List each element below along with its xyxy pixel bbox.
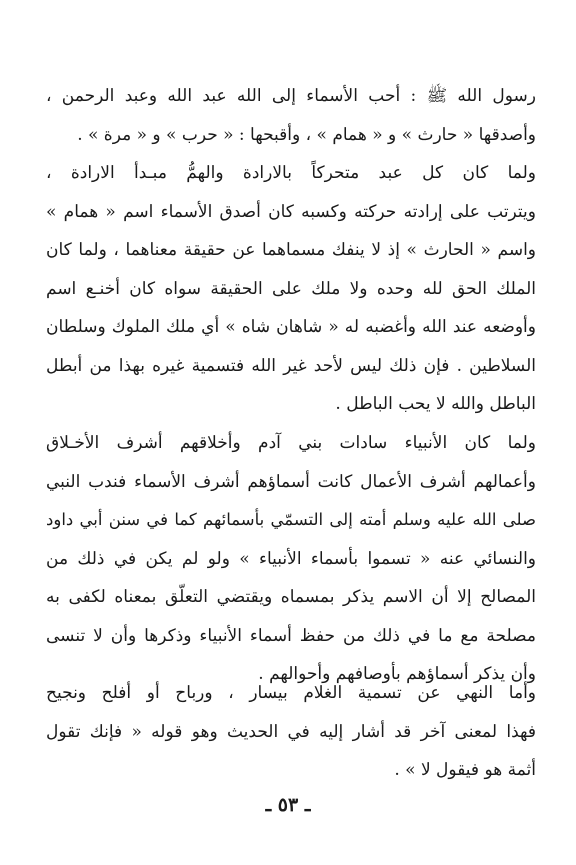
text-line: المصالح إلا أن الاسم يذكر بمسماه ويقتضي التعلّق بمعناه لكفى به bbox=[46, 587, 536, 607]
paragraph-3 bbox=[46, 424, 536, 694]
text-line: وأعمالهم أشرف الأعمال كانت أسماؤهم أشرف الأسماء فندب النبي bbox=[46, 471, 536, 492]
text-line: والنسائي عنه « تسموا بأسماء الأنبياء » ولو لم يكن في ذلك من bbox=[46, 548, 536, 569]
paragraph-1 bbox=[46, 77, 536, 154]
text-line: وأما النهي عن تسمية الغلام بيسار ، ورباح أو أفلح ونجيح bbox=[46, 683, 536, 703]
text-line: ويترتب على إرادته حركته وكسبه كان أصدق الأسماء اسم « همام » bbox=[46, 201, 536, 222]
text-line: فهذا لمعنى آخر قد أشار إليه في الحديث وهو قوله « فإنك تقول bbox=[46, 721, 536, 742]
text-line: ولما كان الأنبياء سادات بني آدم وأخلاقهم أشرف الأخـلاق bbox=[46, 433, 536, 453]
text-line: وأن يذكر أسماؤهم بأوصافهم وأحوالهم . bbox=[258, 664, 536, 684]
text-line: رسول الله ﷺ : أحب الأسماء إلى الله عبد الله وعبد الرحمن ، bbox=[46, 86, 536, 106]
page-number: ـ ٥٣ ـ bbox=[265, 794, 311, 816]
text-line: ولما كان كل عبد متحركاً بالارادة والهمُّ مبـدأ الارادة ، bbox=[46, 163, 536, 183]
paragraph-4 bbox=[46, 674, 536, 790]
text-line: السلاطين . فإن ذلك ليس لأحد غير الله فتسمية غيره بهذا من أبطل bbox=[46, 355, 536, 376]
text-line: صلى الله عليه وسلم أمته إلى التسمّي بأسمائهم كما في سنن أبي داود bbox=[46, 510, 536, 529]
text-line: الملك الحق لله وحده ولا ملك على الحقيقة سواه كان أخنـع اسم bbox=[46, 278, 536, 299]
text-line: واسم « الحارث » إذ لا ينفك مسماهما عن حقيقة معناهما ، ولما كان bbox=[46, 240, 536, 260]
text-line: أثمة هو فيقول لا » . bbox=[394, 760, 536, 780]
text-line: وأصدقها « حارث » و « همام » ، وأقبحها : « حرب » و « مرة » . bbox=[77, 124, 536, 145]
text-line: مصلحة مع ما في ذلك من حفظ أسماء الأنبياء وذكرها وأن لا تنسى bbox=[46, 625, 536, 646]
paragraph-2 bbox=[46, 154, 536, 424]
text-line: الباطل والله لا يحب الباطل . bbox=[335, 394, 536, 414]
text-line: وأوضعه عند الله وأغضبه له « شاهان شاه » أي ملك الملوك وسلطان bbox=[46, 317, 536, 337]
